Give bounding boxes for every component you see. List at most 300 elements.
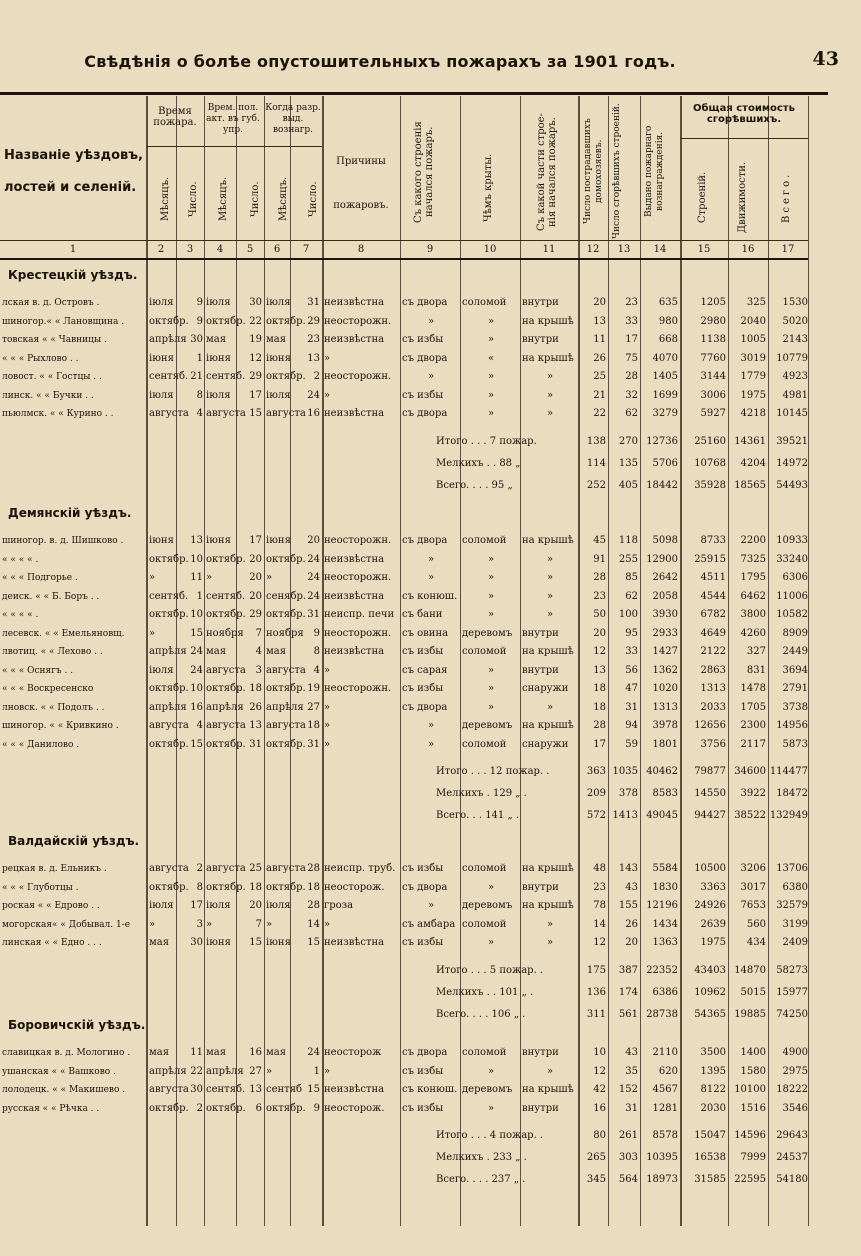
table-row: [0, 662, 810, 680]
table-cell: 14: [307, 918, 320, 930]
table-cell: 1: [313, 1065, 320, 1077]
total-cell: 7999: [740, 1152, 766, 1163]
table-cell: »: [487, 572, 495, 583]
table-cell: »: [487, 664, 495, 676]
total-row: [0, 961, 810, 981]
header-causes: Причины пожаровъ.: [333, 156, 389, 211]
table-row: [0, 879, 810, 897]
table-cell: »: [487, 1102, 495, 1114]
table-cell: 1478: [740, 683, 766, 694]
table-cell: іюля: [206, 900, 231, 911]
table-cell: 3279: [652, 408, 678, 419]
table-cell: 24: [307, 572, 320, 583]
table-cell: съ двора: [402, 881, 448, 893]
header-buildings: Строеній.: [697, 171, 708, 223]
table-cell: 15: [190, 627, 203, 639]
header-burned: Число сгорѣвшихъ строеній.: [612, 103, 622, 239]
table-cell: »: [324, 701, 331, 713]
table-cell: »: [266, 918, 273, 930]
table-cell: 1138: [700, 334, 726, 345]
table-cell: съ избы: [402, 683, 444, 694]
table-cell: іюля: [149, 900, 174, 911]
table-cell: іюня: [266, 937, 291, 948]
table-cell: 31: [307, 609, 320, 620]
table-cell: »: [546, 408, 554, 419]
table-cell: 7325: [740, 553, 766, 565]
table-cell: »: [546, 1065, 554, 1077]
table-cell: 43: [625, 881, 638, 893]
table-cell: 13: [249, 1084, 262, 1095]
table-cell: 12900: [646, 553, 678, 565]
table-cell: 1530: [782, 297, 808, 308]
table-cell: »: [324, 389, 331, 401]
total-cell: 18973: [646, 1174, 678, 1185]
table-cell: 18: [307, 720, 320, 731]
table-cell: 2: [196, 1102, 203, 1114]
column-number: 8: [357, 244, 365, 255]
table-cell: соломой: [462, 535, 507, 546]
table-cell: апрѣля: [149, 1065, 187, 1077]
total-cell: 79877: [694, 766, 726, 777]
total-cell: 35928: [694, 479, 726, 491]
table-cell: 3546: [782, 1102, 808, 1114]
table-cell: 25: [249, 863, 262, 874]
total-cell: 43403: [694, 964, 726, 976]
header-time: Время пожара.: [153, 106, 197, 128]
table-cell: 5584: [652, 863, 678, 874]
table-cell: 28: [625, 371, 638, 382]
total-cell: 25160: [694, 435, 726, 447]
table-cell: октябр.: [266, 315, 306, 327]
table-cell: 31: [625, 1102, 638, 1114]
table-cell: на крышѣ: [522, 646, 574, 657]
table-cell: 10: [190, 609, 203, 620]
table-cell: »: [546, 609, 554, 620]
column-number: 13: [617, 244, 631, 255]
table-cell: 14: [593, 918, 606, 930]
table-cell: 7760: [700, 352, 726, 364]
colnum-rule: [0, 240, 808, 241]
table-cell: сентяб: [266, 1084, 303, 1095]
table-cell: апрѣля: [149, 646, 187, 657]
table-cell: іюля: [149, 664, 174, 676]
table-cell: съ конюш.: [402, 1084, 458, 1095]
total-cell: 270: [618, 435, 638, 447]
table-cell: 4: [313, 664, 320, 676]
table-cell: іюня: [206, 937, 231, 948]
table-cell: русская « « Рѣчка . .: [2, 1103, 100, 1114]
table-cell: іюля: [149, 297, 174, 308]
table-cell: внутри: [522, 627, 559, 639]
table-cell: съ избы: [402, 646, 444, 657]
table-cell: 12: [249, 352, 262, 364]
table-cell: съ избы: [402, 863, 444, 874]
table-row: [0, 736, 810, 754]
table-cell: августа: [266, 664, 306, 676]
table-cell: 31: [307, 297, 320, 308]
table-cell: 56: [625, 664, 638, 676]
table-cell: 21: [593, 389, 606, 401]
table-cell: 4981: [782, 389, 808, 401]
table-cell: ловост. « « Гостцы . .: [2, 372, 102, 382]
total-cell: 10962: [694, 986, 726, 998]
table-cell: съ овина: [402, 627, 449, 639]
total-cell: 54180: [776, 1174, 808, 1185]
header-name-1: Названіе уѣздовъ,: [4, 148, 143, 163]
table-cell: 6306: [782, 572, 808, 583]
table-cell: 1020: [652, 683, 678, 694]
table-cell: »: [427, 738, 435, 750]
table-cell: 28: [307, 863, 320, 874]
table-cell: 29: [307, 315, 320, 327]
table-cell: 33: [625, 646, 638, 657]
table-cell: 3930: [652, 609, 678, 620]
table-cell: « « « Данилово .: [2, 739, 80, 750]
table-cell: мая: [266, 334, 287, 345]
total-cell: 22352: [646, 964, 678, 976]
table-cell: »: [324, 1065, 331, 1077]
table-cell: 4: [196, 408, 203, 419]
column-number: 9: [426, 244, 434, 255]
table-cell: 30: [190, 334, 203, 345]
table-cell: 8122: [700, 1084, 726, 1095]
table-cell: 9: [196, 297, 203, 308]
table-cell: октябр.: [206, 315, 246, 327]
header-subrule-time: [146, 146, 322, 147]
table-cell: апрѣля: [206, 1065, 244, 1077]
table-cell: « « « « .: [2, 610, 39, 620]
table-cell: пьюлмск. « « Курино . .: [2, 409, 114, 419]
table-cell: іюня: [149, 535, 174, 546]
table-row: [0, 680, 810, 698]
table-cell: 15: [249, 408, 262, 419]
table-cell: 4070: [652, 352, 678, 364]
total-row: [0, 1170, 810, 1190]
district-heading: Крестецкій уѣздъ.: [8, 268, 138, 282]
table-cell: 143: [618, 863, 638, 874]
table-cell: »: [427, 315, 435, 327]
table-cell: 2409: [782, 937, 808, 948]
table-cell: »: [324, 352, 331, 364]
header-part: Съ какой части строе- нія начался пожаръ.: [536, 113, 558, 231]
table-cell: линская « « Едно . . .: [2, 938, 102, 948]
table-cell: мая: [149, 937, 170, 948]
total-cell: 261: [618, 1130, 638, 1141]
table-cell: 10582: [776, 609, 808, 620]
table-cell: лская в. д. Островъ .: [2, 298, 100, 308]
table-cell: 434: [746, 937, 766, 948]
table-cell: на крышѣ: [522, 535, 574, 546]
table-cell: 10500: [694, 863, 726, 874]
header-issued: Когда разр. выд. вознагр.: [265, 103, 321, 135]
table-cell: 4511: [700, 572, 726, 583]
top-rule: [0, 92, 828, 95]
table-cell: октябр.: [149, 683, 189, 694]
table-cell: неосторожн.: [324, 683, 392, 694]
table-cell: 1516: [740, 1102, 766, 1114]
table-cell: 327: [746, 646, 766, 657]
header-issued-month: Мѣсяцъ.: [278, 176, 289, 222]
table-cell: 13: [593, 315, 606, 327]
total-cell: 363: [586, 766, 606, 777]
total-cell: 24537: [776, 1152, 808, 1163]
total-cell: 18472: [776, 788, 808, 799]
table-cell: шиногор. « « Кривкино .: [2, 721, 119, 731]
table-cell: неизвѣстна: [324, 408, 385, 419]
table-cell: 24: [307, 590, 320, 602]
total-cell: 303: [618, 1152, 638, 1163]
table-cell: августа: [266, 408, 306, 419]
table-cell: 28: [593, 572, 606, 583]
table-cell: октябр.: [206, 553, 246, 565]
header-movables: Движимости.: [737, 161, 748, 233]
table-cell: неиспр. печи: [324, 609, 395, 620]
table-cell: іюля: [149, 389, 174, 401]
table-cell: 47: [625, 683, 638, 694]
table-cell: 30: [190, 1084, 203, 1095]
table-cell: 3199: [782, 918, 808, 930]
column-number: 2: [157, 244, 165, 255]
table-cell: сентяб.: [206, 371, 246, 382]
table-cell: 10: [190, 553, 203, 565]
table-cell: съ бани: [402, 609, 443, 620]
table-cell: октябр.: [149, 881, 189, 893]
table-cell: »: [427, 572, 435, 583]
table-cell: 23: [625, 297, 638, 308]
table-cell: 33: [625, 315, 638, 327]
table-cell: 18: [593, 683, 606, 694]
table-cell: 10100: [734, 1084, 766, 1095]
table-cell: на крышѣ: [522, 1084, 574, 1095]
table-cell: 3978: [652, 720, 678, 731]
total-cell: 18442: [646, 479, 678, 491]
table-row: [0, 1081, 810, 1099]
table-cell: 11: [593, 334, 606, 345]
table-cell: сенябр.: [266, 590, 307, 602]
table-cell: 20: [249, 590, 262, 602]
table-cell: іюля: [266, 389, 291, 401]
table-cell: « « « Глуботцы .: [2, 882, 79, 893]
table-cell: 1362: [652, 664, 678, 676]
table-cell: »: [324, 720, 331, 731]
table-cell: августа: [149, 863, 189, 874]
total-cell: 136: [586, 986, 606, 998]
table-row: [0, 625, 810, 643]
table-cell: октябр.: [266, 1102, 306, 1114]
table-cell: 2642: [652, 572, 678, 583]
total-cell: 54365: [694, 1008, 726, 1020]
total-cell: 12736: [646, 435, 678, 447]
table-cell: снаружи: [522, 738, 569, 750]
table-cell: 1400: [740, 1047, 766, 1058]
total-cell: 138: [586, 435, 606, 447]
district-heading: Валдайскій уѣздъ.: [8, 834, 140, 848]
table-cell: октябр.: [149, 738, 189, 750]
table-cell: деревомъ: [462, 720, 513, 731]
table-cell: »: [487, 683, 495, 694]
table-cell: 24: [190, 646, 203, 657]
table-cell: мая: [206, 334, 227, 345]
table-cell: ноября: [266, 627, 304, 639]
table-cell: октябр.: [266, 609, 306, 620]
table-cell: 20: [625, 937, 638, 948]
table-cell: 3756: [700, 738, 726, 750]
table-cell: 20: [593, 297, 606, 308]
table-cell: 12656: [694, 720, 726, 731]
table-cell: 2300: [740, 720, 766, 731]
table-row: [0, 405, 810, 423]
table-cell: деиск. « « Б. Боръ . .: [2, 591, 100, 602]
total-cell: 10768: [694, 457, 726, 469]
table-cell: августа: [206, 720, 246, 731]
table-cell: внутри: [522, 334, 559, 345]
table-cell: »: [487, 553, 495, 565]
table-cell: 19: [307, 683, 320, 694]
table-cell: 22: [593, 408, 606, 419]
total-label: Итого . . . 5 пожар. .: [436, 964, 544, 976]
total-cell: 74250: [776, 1008, 808, 1020]
table-cell: 1779: [740, 371, 766, 382]
table-cell: »: [427, 553, 435, 565]
total-cell: 38522: [734, 810, 766, 821]
table-cell: 3738: [782, 701, 808, 713]
table-cell: »: [546, 553, 554, 565]
table-cell: 635: [658, 297, 678, 308]
total-cell: 1035: [612, 766, 638, 777]
table-cell: 15: [307, 1084, 320, 1095]
table-row: [0, 1044, 810, 1062]
total-label: Мелкихъ . 233 „ .: [436, 1152, 527, 1163]
table-cell: 12196: [646, 900, 678, 911]
table-cell: 27: [249, 1065, 262, 1077]
table-cell: « « « Подгорье .: [2, 573, 78, 583]
table-cell: августа: [149, 408, 189, 419]
table-cell: 2449: [782, 646, 808, 657]
total-cell: 19885: [734, 1008, 766, 1020]
table-cell: съ двора: [402, 535, 448, 546]
table-cell: 6: [255, 1102, 262, 1114]
table-cell: мая: [206, 1047, 227, 1058]
table-cell: іюня: [266, 352, 291, 364]
table-cell: неосторожн.: [324, 627, 392, 639]
column-number: 3: [186, 244, 194, 255]
total-cell: 114: [586, 457, 606, 469]
table-cell: 8: [196, 389, 203, 401]
total-row: [0, 1126, 810, 1146]
table-cell: « « « Воскресенско: [2, 684, 94, 694]
table-row: [0, 368, 810, 386]
table-cell: »: [487, 315, 495, 327]
table-cell: 22: [249, 315, 262, 327]
table-row: [0, 331, 810, 349]
table-cell: 7: [255, 627, 262, 639]
total-cell: 18565: [734, 479, 766, 491]
table-row: [0, 532, 810, 550]
table-cell: 3363: [700, 881, 726, 893]
table-cell: »: [487, 389, 495, 401]
table-cell: 8: [313, 646, 320, 657]
total-cell: 15977: [776, 986, 808, 998]
table-cell: съ двора: [402, 1047, 448, 1058]
table-cell: 95: [625, 627, 638, 639]
table-cell: 980: [658, 315, 678, 327]
table-cell: неосторожн.: [324, 315, 392, 327]
table-row: [0, 916, 810, 934]
table-cell: 4: [255, 646, 262, 657]
table-cell: 18: [307, 881, 320, 893]
table-cell: съ избы: [402, 937, 444, 948]
table-cell: октябр.: [149, 553, 189, 565]
total-cell: 405: [618, 479, 638, 491]
table-cell: неиспр. труб.: [324, 863, 396, 874]
table-cell: 2933: [652, 627, 678, 639]
table-cell: 1313: [652, 701, 678, 713]
table-cell: »: [149, 572, 156, 583]
table-cell: 13: [190, 535, 203, 546]
total-cell: 31585: [694, 1174, 726, 1185]
table-cell: 75: [625, 352, 638, 364]
table-row: [0, 294, 810, 312]
total-cell: 8578: [652, 1130, 678, 1141]
table-cell: неосторожн.: [324, 535, 392, 546]
table-cell: 25: [593, 371, 606, 382]
table-cell: 2058: [652, 590, 678, 602]
table-cell: 15: [190, 738, 203, 750]
total-cell: 14870: [734, 964, 766, 976]
column-number: 15: [697, 244, 711, 255]
column-number: 4: [216, 244, 224, 255]
header-total-cost: Общая стоимость сгорѣвшихъ.: [693, 103, 795, 125]
table-cell: 17: [190, 900, 203, 911]
table-cell: 20: [249, 572, 262, 583]
table-cell: 5873: [782, 738, 808, 750]
total-label: Всего. . . . 106 „ .: [436, 1008, 526, 1020]
total-cell: 39521: [776, 435, 808, 447]
table-cell: товская « « Чавницы .: [2, 335, 107, 345]
table-cell: деревомъ: [462, 900, 513, 911]
table-cell: апрѣля: [149, 701, 187, 713]
table-cell: съ избы: [402, 334, 444, 345]
table-cell: »: [487, 937, 495, 948]
total-row: [0, 762, 810, 782]
table-cell: могорская« « Добывал. 1-е: [2, 919, 131, 930]
table-cell: 48: [593, 863, 606, 874]
table-cell: 24: [307, 1047, 320, 1058]
district-heading: Демянскій уѣздъ.: [8, 506, 132, 520]
table-cell: іюня: [206, 352, 231, 364]
table-cell: апрѣля: [266, 701, 304, 713]
table-cell: октябр.: [266, 371, 306, 382]
table-cell: 9: [313, 1102, 320, 1114]
total-cell: 311: [586, 1008, 606, 1020]
table-cell: 1434: [652, 918, 678, 930]
table-cell: 668: [658, 334, 678, 345]
table-cell: соломой: [462, 646, 507, 657]
table-cell: 1801: [652, 738, 678, 750]
table-cell: 1427: [652, 646, 678, 657]
table-cell: 1281: [652, 1102, 678, 1114]
table-cell: неосторож.: [324, 881, 385, 893]
table-cell: »: [487, 609, 495, 620]
table-cell: лесевск. « « Емельяновщ.: [2, 628, 125, 639]
table-cell: »: [149, 918, 156, 930]
table-cell: 26: [625, 918, 638, 930]
table-cell: 2110: [652, 1047, 678, 1058]
total-cell: 572: [586, 810, 606, 821]
total-label: Всего. . . . 95 „: [436, 479, 513, 491]
table-cell: на крышѣ: [522, 863, 574, 874]
total-cell: 4204: [740, 457, 766, 469]
